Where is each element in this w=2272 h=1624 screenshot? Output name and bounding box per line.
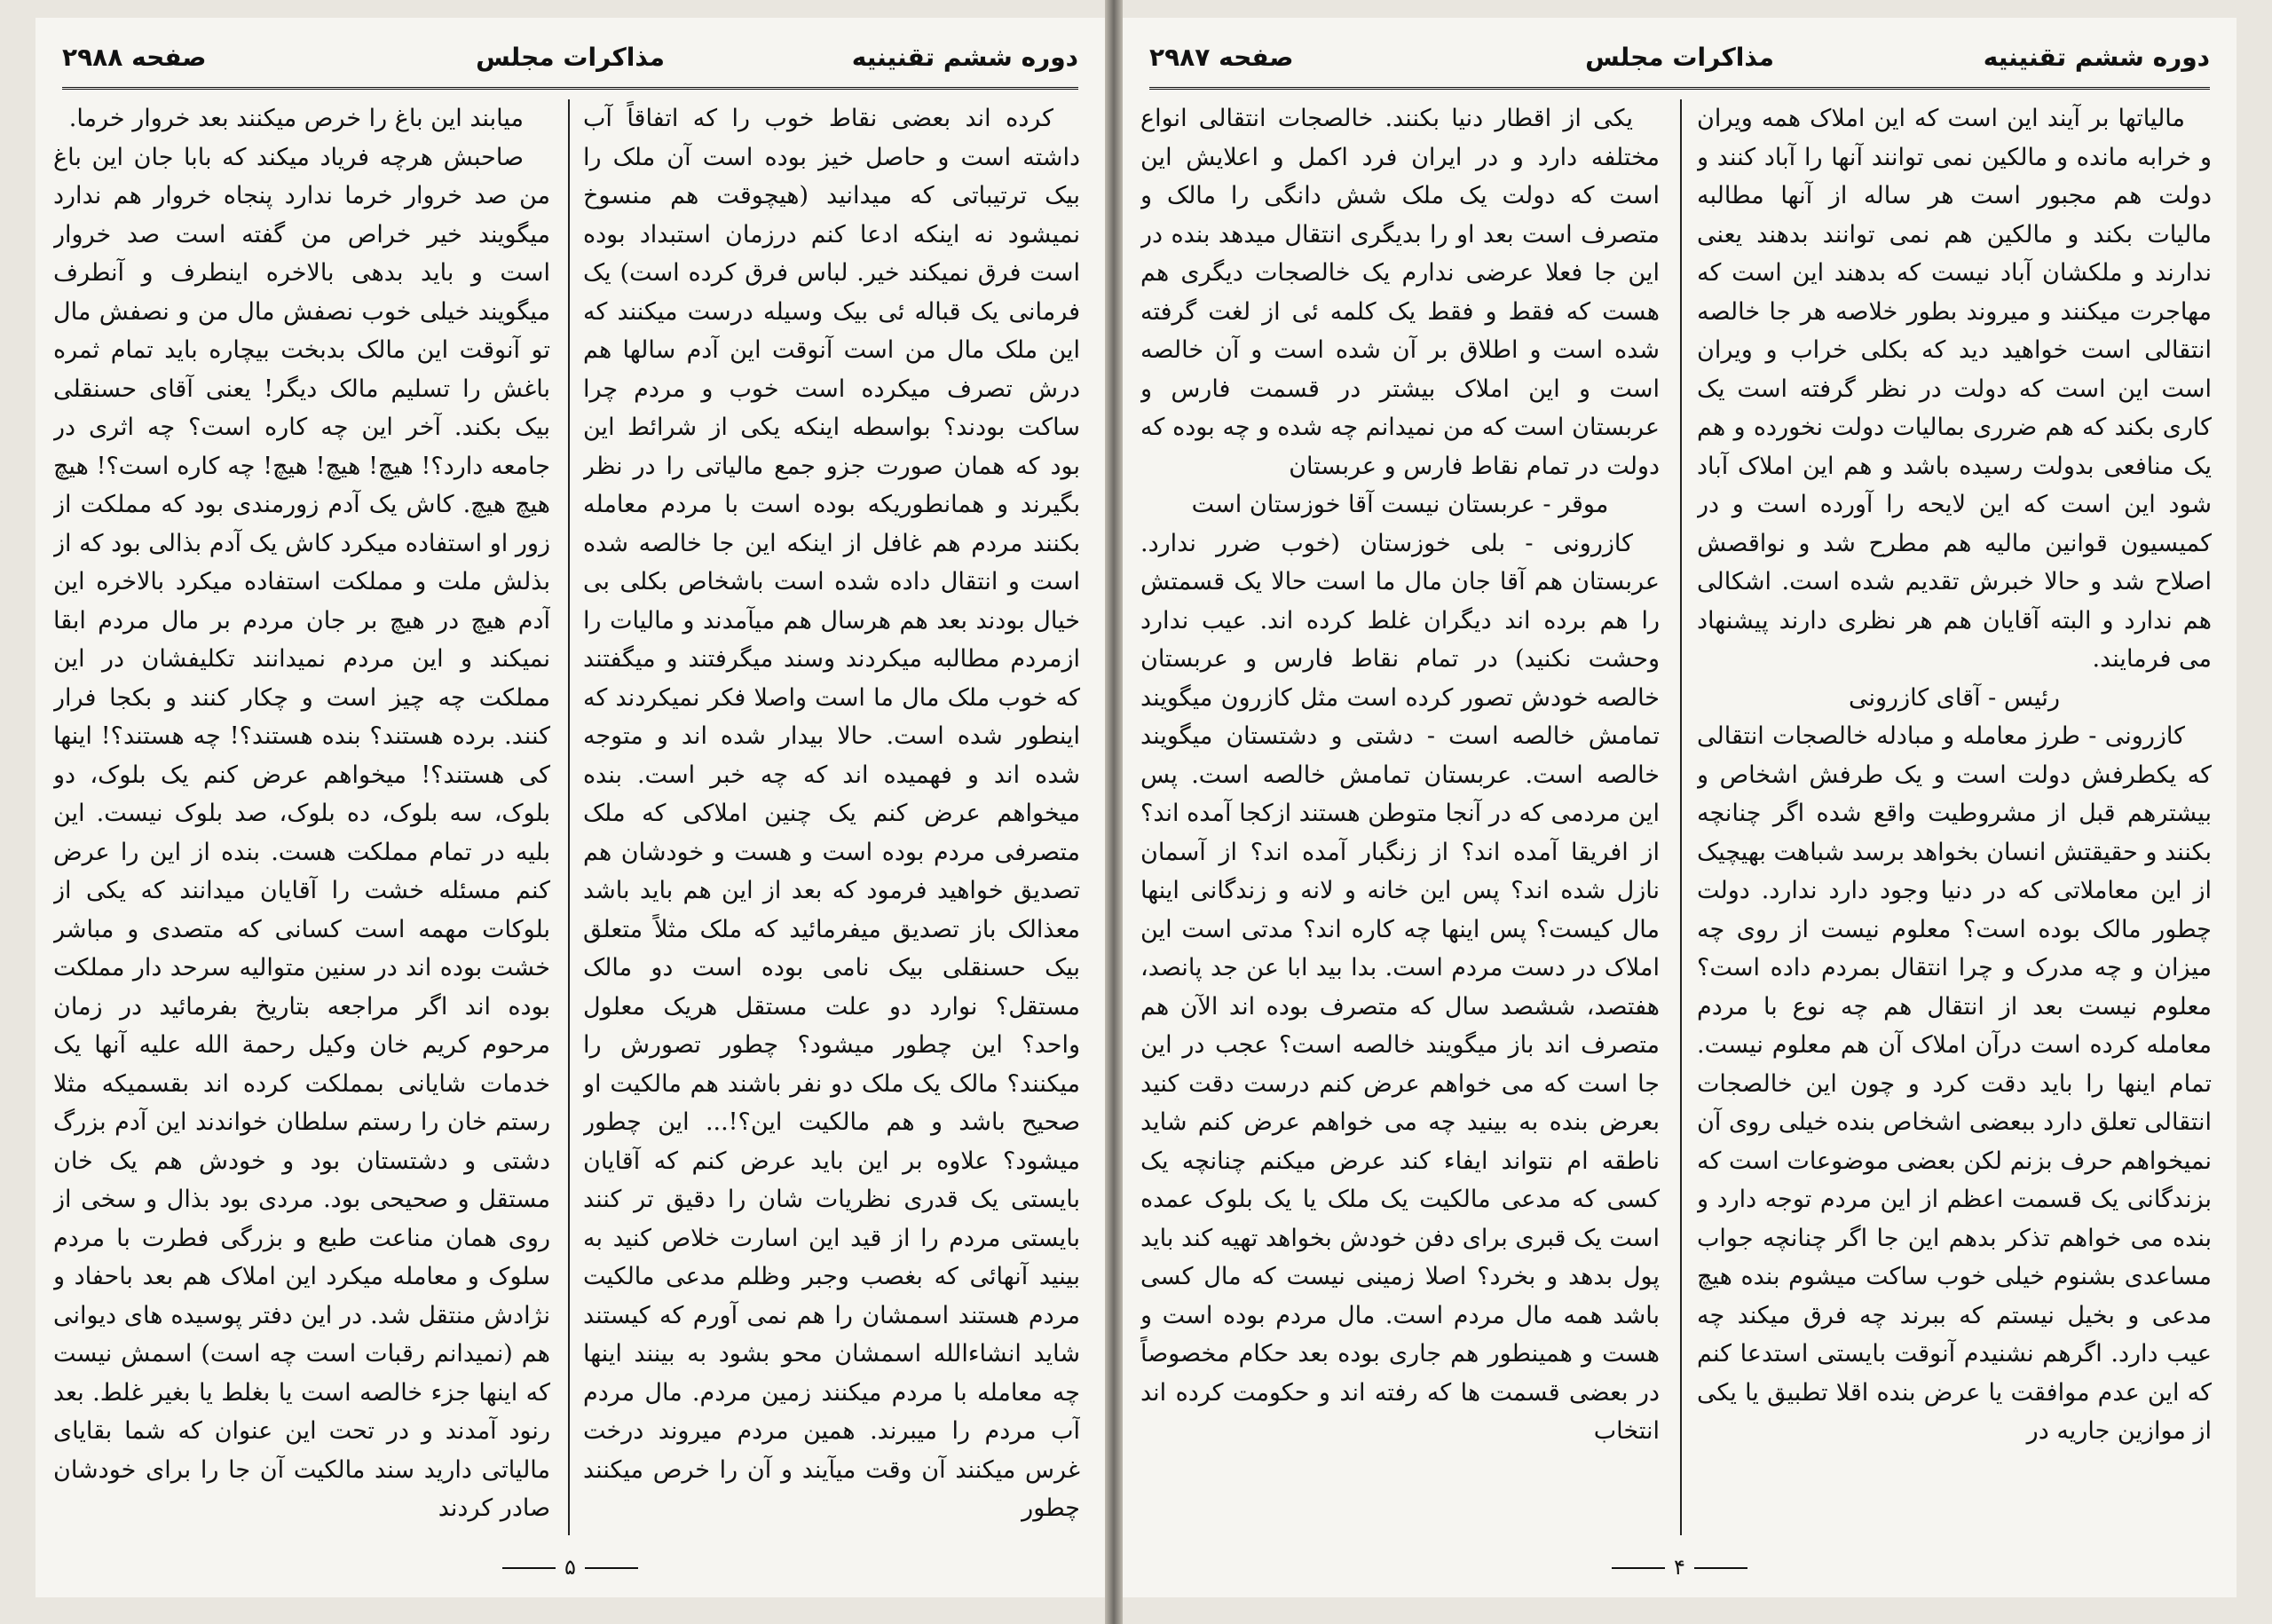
text-column-left (53, 99, 550, 1535)
paragraph: مالیاتها بر آیند این است که این املاک همه ویران و خرابه مانده و مالکین نمی توانند آنها را آباد کنند و دولت هم مجبور است هر ساله از آنها مطالبه مالیات بکند و مالکین هم نمی توانند بدهند یعنی ندارند و ملکشان آباد نیست که بدهند این است که مهاجرت میکنند و میروند بطور خلاصه هر جا خالصه انتقالی است خواهید دید که بکلی خراب و ویران است این است که دولت در نظر گرفته است یک کاری بکند که هم ضرری بمالیات دولت نخورده و هم یک منافعی بدولت رسیده باشد و هم این املاک آباد شود این است که این لایحه را آورده است و در کمیسیون قوانین مالیه هم مطرح شد و نواقصش اصلاح شد و حالا خبرش تقدیم شده است. اشکالی هم ندارد و البته آقایان هم هر نظری دارند پیشنهاد می فرمایند. (1697, 105, 2212, 673)
paragraph: موقر - عربستان نیست آقا خوزستان است (1191, 491, 1609, 518)
paragraph: میابند این باغ را خرص میکنند بعد خروار خرما. (68, 105, 524, 132)
page-header (1149, 35, 2210, 80)
paragraph: یکی از اقطار دنیا بکنند. خالصجات انتقالی انواع مختلفه دارد و در ایران فرد اکمل و اعلایش این است که دولت یک ملک شش دانگی را مالک و متصرف است بعد او را بدیگری انتقال میدهد بنده در این جا فعلا عرضی ندارم یک خالصجات دیگری هم هست که فقط و فقط یک کلمه ئی از لغت گرفته شده است و اطلاق بر آن شده است و آن خالصه است و این املاک بیشتر در قسمت فارس و عربستان است که من نمیدانم چه شده و چه بوده که دولت در تمام نقاط فارس و عربستان (1140, 105, 1660, 480)
paragraph: کرده اند بعضی نقاط خوب را که اتفاقاً آب داشته است و حاصل خیز بوده است آن ملک را بیک ترتیباتی که میدانید (هیچوقت هم منسوخ نمیشود نه اینکه ادعا کنم درزمان استبداد بوده است فرق نمیکند خیر. لباس فرق کرده است) یک فرمانی یک قباله ئی بیک وسیله درست میکنند که این ملک مال من است آنوقت این آدم سالها هم درش تصرف میکرده است خوب و مردم چرا ساکت بودند؟ بواسطه اینکه یکی از شرائط این بود که همان صورت جزو جمع مالیاتی را در نظر بگیرند و همانطوریکه بوده است با مردم معامله بکنند مردم هم غافل از اینکه این جا خالصه شده است و انتقال داده شده است باشخاص بکلی بی خیال بودند بعد هم هرسال هم میآمدند و مالیات را ازمردم مطالبه میکردند وسند میگرفتند و میگفتند که خوب ملک مال ما است واصلا فکر نمیکردند که اینطور شده است. حالا بیدار شده اند و متوجه شده اند و فهمیده اند که چه خبر است. بنده میخواهم عرض کنم یک چنین املاکی که ملک متصرفی مردم بوده است و هست و خودشان هم تصدیق خواهید فرمود که بعد از این هم باید باشد معذالک باز تصدیق میفرمائید که ملک مثلاً متعلق بیک حسنقلی بیک نامی بوده است دو مالک مستقل؟ نوارد دو علت مستقل هریک معلول واحد؟ این چطور میشود؟ چطور تصورش را میکنند؟ مالک یک ملک دو نفر باشند هم مالکیت او صحیح باشد و هم مالکیت این؟!... این چطور میشود؟ علاوه بر این باید عرض کنم که آقایان بایستی یک قدری نظریات شان را دقیق تر کنند بایستی مردم را از قید این اسارت خلاص کنید به بینید آنهائی که بغصب وجبر وظلم مدعی مالکیت مردم هستند اسمشان را هم نمی آورم که کیستند شاید انشاءالله اسمشان محو بشود به بینند اینها چه معامله با مردم میکنند زمین مردم. مال مردم آب مردم را میبرند. همین مردم میروند درخت غرس میکنند آن وقت میآیند و آن را خرص میکنند چطور (583, 105, 1080, 1522)
column-divider (1680, 99, 1682, 1535)
page-title: مذاکرات مجلس (476, 43, 665, 72)
paragraph: صاحبش هرچه فریاد میکند که بابا جان این باغ من صد خروار خرما ندارد پنجاه خروار هم ندارد میگویند خیر خراص من گفته است صد خروار است و باید بدهی بالاخره اینطرف و آنطرف میگویند خیلی خوب نصفش مال من و نصفش مال تو آنوقت این مالک بدبخت بیچاره باید تمام ثمره باغش را تسلیم مالک دیگر! یعنی آقای حسنقلی بیک بکند. آخر این چه کاره است؟ چه اثری در جامعه دارد؟! هیچ! هیچ! هیچ! چه کاره است؟! هیچ هیچ هیچ. کاش یک آدم زورمندی بود که مملکت از زور او استفاده میکرد کاش یک آدم بذالی بود که از بذلش ملت و مملکت استفاده میکرد بالاخره این آدم هیچ در هیچ بر جان مردم بر مال مردم ابقا نمیکند و این مردم نمیدانند تکلیفشان در این مملکت چه چیز است و چکار کنند و بکجا فرار کنند. برده هستند؟ بنده هستند؟! چه هستند؟! اینها کی هستند؟! میخواهم عرض کنم یک بلوک، دو بلوک، سه بلوک، ده بلوک، صد بلوک نیست. این بلیه در تمام مملکت هست. بنده از این را عرض کنم مسئله خشت را آقایان میدانند که یکی از بلوکات مهمه است کسانی که متصدی و مباشر خشت بوده اند در سنین متوالیه سرحد دار مملکت بوده اند اگر مراجعه بتاریخ بفرمائید در زمان مرحوم کریم خان وکیل رحمة الله علیه آنها یک خدمات شایانی بمملکت کرده اند بقسمیکه مثلا رستم خان را رستم سلطان خواندند این آدم بزرگ دشتی و دشتستان بود و خودش هم یک خان مستقل و صحیحی بود. مردی بود بذال و سخی از روی همان مناعت طبع و بزرگی فطرت با مردم سلوک و معامله میکرد این املاک هم بعد باحفاد و نژادش منتقل شد. در این دفتر پوسیده های دیوانی هم (نمیدانم رقبات است چه است) اسمش نیست که اینها جزء خالصه است یا بغلط یا بغیر غلط. بعد رنود آمدند و در تحت این عنوان که شما بقایای مالیاتی دارید سند مالکیت آن جا را برای خودشان صادر کردند (53, 143, 550, 1522)
header-rule (1149, 87, 2210, 90)
column-divider (568, 99, 570, 1535)
page-footer (36, 1555, 1105, 1580)
page-left (36, 18, 1105, 1597)
page-footer (1123, 1555, 2236, 1580)
page-number-label: صفحه ۲۹۸۸ (62, 43, 207, 72)
text-column-left (1140, 99, 1660, 1535)
page-right (1123, 18, 2236, 1597)
paragraph: کازرونی - طرز معامله و مبادله خالصجات انتقالی که یکطرفش دولت است و یک طرفش اشخاص و بیشترهم قبل از مشروطیت واقع شده اگر چنانچه بکنند و حقیقتش انسان بخواهد برسد شباهت بهیچیک از این معاملاتی که در دنیا وجود دارد ندارد. دولت چطور مالک بوده است؟ معلوم نیست از روی چه میزان و چه مدرک و چرا انتقال بمردم داده است؟ معلوم نیست بعد از انتقال هم چه نوع با مردم معامله کرده است درآن املاک آن هم معلوم نیست. تمام اینها را باید دقت کرد و چون این خالصجات انتقالی تعلق دارد ببعضی اشخاص بنده خیلی روی آن نمیخواهم حرف بزنم لکن بعضی موضوعات است که بزندگانی یک قسمت اعظم از این مردم توجه دارد و بنده می خواهم تذکر بدهم این جا اگر چنانچه جواب مساعدی بشنوم خیلی خوب ساکت میشوم بنده هیچ مدعی و بخیل نیستم که ببرند چه فرق میکند چه عیب دارد. اگرهم نشنیدم آنوقت بایستی استدعا کنم که این عدم موافقت یا عرض بنده اقلا تطبیق یا یکی از موازین جاریه در (1697, 722, 2212, 1445)
page-header (62, 35, 1078, 80)
paragraph: رئیس - آقای کازرونی (1849, 683, 2060, 712)
book-spine (1105, 0, 1123, 1624)
text-column-right (583, 99, 1080, 1535)
page-number: ۵ (564, 1555, 576, 1580)
session-label: دوره ششم تقنینیه (1983, 43, 2210, 72)
text-column-right (1697, 99, 2212, 1535)
paragraph: کازرونی - بلی خوزستان (خوب ضرر ندارد. عربستان هم آقا جان مال ما است حالا یک قسمتش را هم برده اند دیگران غلط کرده اند. عیب ندارد وحشت نکنید) در تمام نقاط فارس و عربستان خالصه خودش تصور کرده است مثل کازرون میگویند تمامش خالصه است - دشتی و دشتستان میگویند خالصه است. عربستان تمامش خالصه است. پس این مردمی که در آنجا متوطن هستند ازکجا آمده اند؟ از افریقا آمده اند؟ از زنگبار آمده اند؟ از آسمان نازل شده اند؟ پس این خانه و لانه و زندگانی اینها مال کیست؟ پس اینها چه کاره اند؟ مدتی است این املاک در دست مردم است. بدا بید ابا عن جد پانصد، هفتصد، ششصد سال که متصرف بوده اند الآن هم متصرف اند باز میگویند خالصه است؟ عجب در این جا است که می خواهم عرض کنم درست دقت کنید بعرض بنده به بینید چه می خواهم عرض کنم شاید ناطقه ام نتواند ایفاء کند عرض میکنم چنانچه یک کسی که مدعی مالکیت یک ملک یا یک بلوک عمده است یک قبری برای دفن خودش بخواهد تهیه کند باید پول بدهد و بخرد؟ اصلا زمینی نیست که مال کسی باشد همه مال مردم است. مال مردم بوده است و هست و همینطور هم جاری بوده بعد حکام مخصوصاً در بعضی قسمت ها که رفته اند و حکومت کرده اند انتخاب (1140, 529, 1660, 1445)
page-title: مذاکرات مجلس (1585, 43, 1774, 72)
page-number-label: صفحه ۲۹۸۷ (1149, 43, 1294, 72)
page-number: ۴ (1674, 1555, 1685, 1580)
header-rule (62, 87, 1078, 90)
session-label: دوره ششم تقنینیه (851, 43, 1078, 72)
